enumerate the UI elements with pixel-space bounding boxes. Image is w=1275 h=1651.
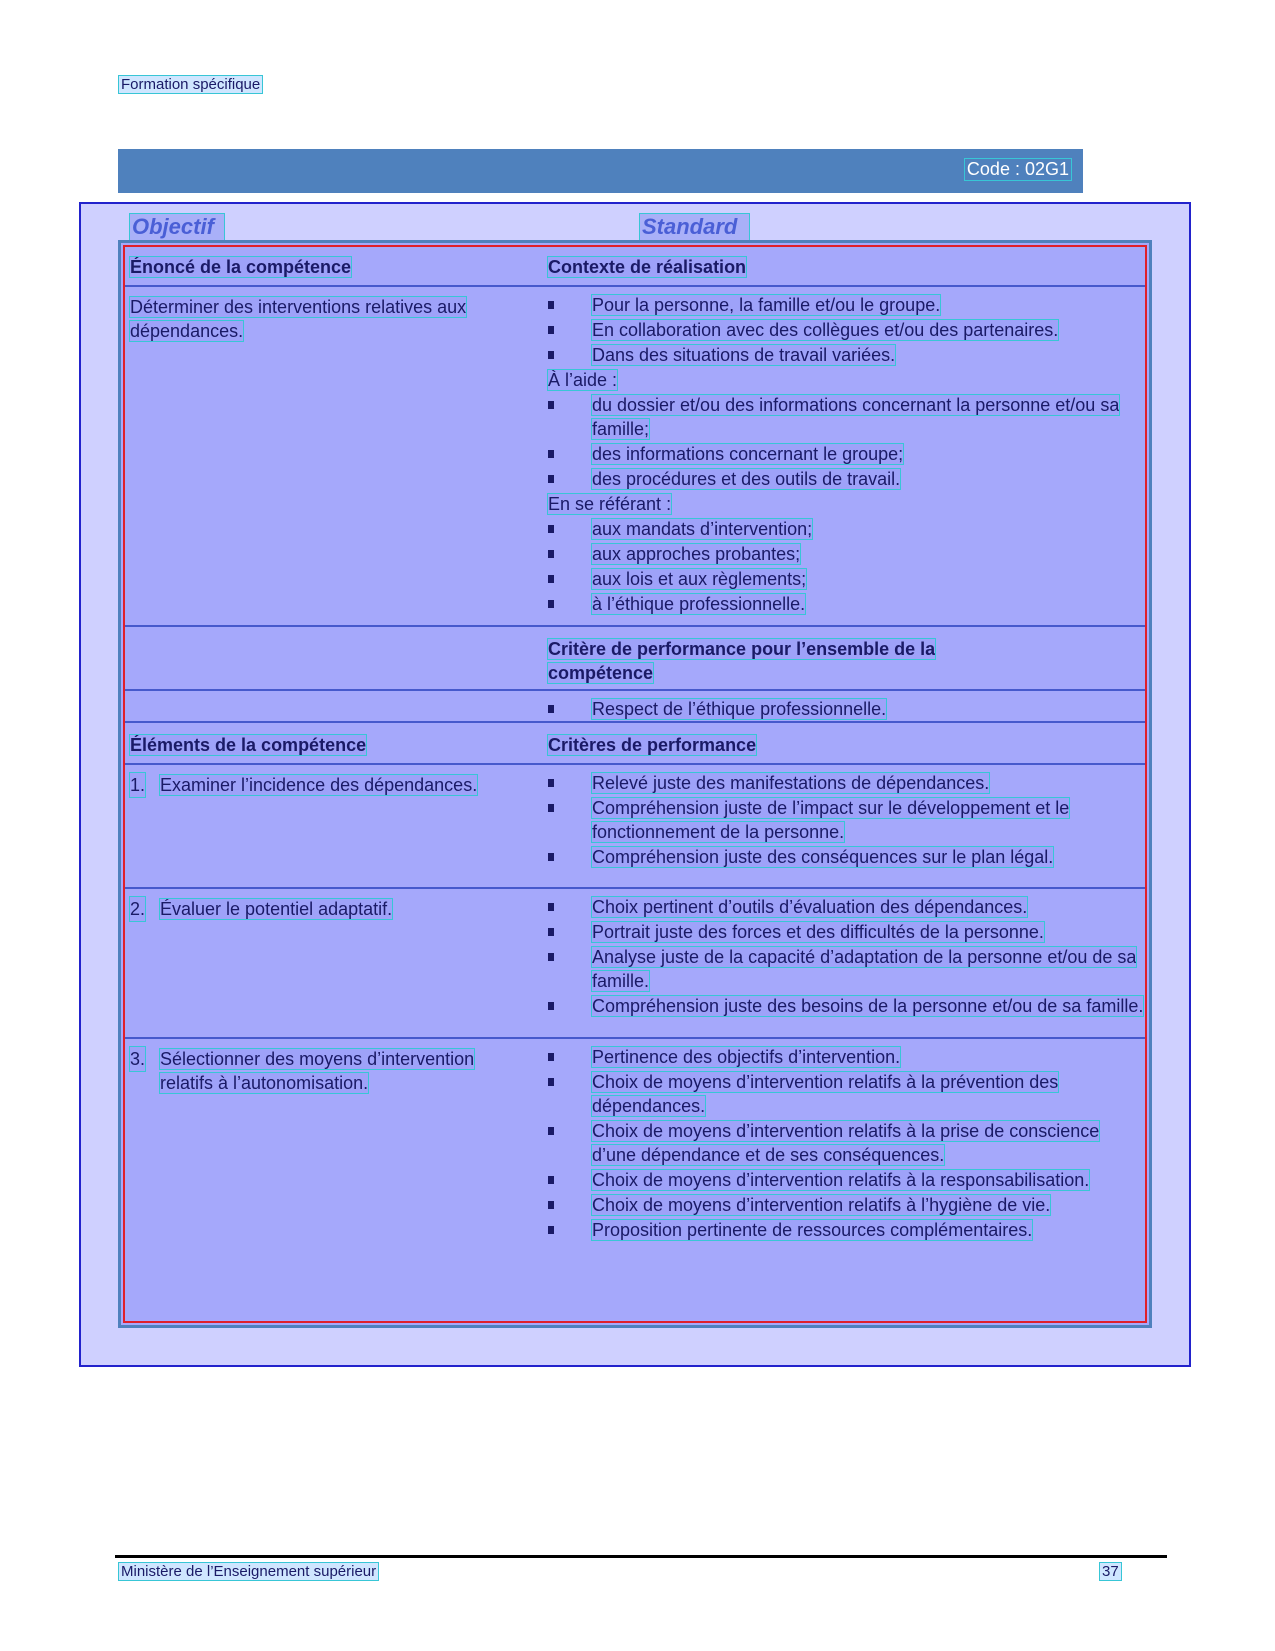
- table-row: [125, 627, 1145, 691]
- list-item-text: Pertinence des objectifs d’intervention.: [592, 1047, 901, 1067]
- list-item-text: Pour la personne, la famille et/ou le groupe.: [592, 295, 941, 315]
- bullet-icon: [548, 450, 554, 458]
- footer-rule: [115, 1555, 1167, 1558]
- element-item: [130, 897, 530, 921]
- objectif-heading: Objectif: [130, 214, 224, 240]
- list-item-text: aux approches probantes;: [592, 544, 801, 564]
- table-inner: [123, 245, 1147, 1323]
- bullet-icon: [548, 1127, 554, 1135]
- list-item: [548, 1070, 1144, 1118]
- list-item-text: Choix de moyens d’intervention relatifs à la prise de conscience d’une dépendance et de ses conséquences.: [592, 1121, 1100, 1165]
- element-item: [130, 1047, 530, 1095]
- list-item: [548, 517, 1144, 541]
- context-list: [548, 293, 1144, 617]
- bullet-icon: [548, 1176, 554, 1184]
- bullet-icon: [548, 779, 554, 787]
- list-item: [548, 1193, 1144, 1217]
- list-item: [548, 592, 1144, 616]
- competence-table: [118, 240, 1152, 1328]
- bullet-icon: [548, 1002, 554, 1010]
- list-item-text: Choix de moyens d’intervention relatifs à la prévention des dépendances.: [592, 1072, 1059, 1116]
- list-item: [548, 895, 1144, 919]
- table-row: [125, 1039, 1145, 1275]
- table-row: [125, 723, 1145, 765]
- contexte-header: Contexte de réalisation: [548, 257, 747, 277]
- bullet-icon: [548, 401, 554, 409]
- list-item-text: Choix de moyens d’intervention relatifs à l’hygiène de vie.: [592, 1195, 1051, 1215]
- list-item: [548, 293, 1144, 317]
- list-item-text: aux lois et aux règlements;: [592, 569, 807, 589]
- bullet-icon: [548, 953, 554, 961]
- bullet-icon: [548, 475, 554, 483]
- table-row: [125, 691, 1145, 723]
- list-item-text: Choix de moyens d’intervention relatifs à la responsabilisation.: [592, 1170, 1090, 1190]
- list-item: [548, 318, 1144, 342]
- element-number: 2.: [130, 899, 146, 919]
- table-row: [125, 287, 1145, 627]
- list-item: [548, 796, 1144, 844]
- list-item-text: des procédures et des outils de travail.: [592, 469, 901, 489]
- global-criteria-list: [548, 697, 1144, 722]
- element-number: 1.: [130, 775, 146, 795]
- table-row: [125, 765, 1145, 889]
- criteres-header: Critères de performance: [548, 735, 757, 755]
- list-item-text: Relevé juste des manifestations de dépendances.: [592, 773, 990, 793]
- list-item: [548, 1045, 1144, 1069]
- bullet-icon: [548, 1078, 554, 1086]
- criteria-list: [548, 1045, 1144, 1243]
- list-item: [548, 697, 1144, 721]
- table-row: [125, 889, 1145, 1039]
- criteria-list: [548, 771, 1144, 870]
- list-item: [548, 442, 1144, 466]
- bullet-icon: [548, 550, 554, 558]
- bullet-icon: [548, 326, 554, 334]
- bullet-icon: [548, 928, 554, 936]
- page-number: 37: [1102, 1563, 1119, 1580]
- element-text: Examiner l’incidence des dépendances.: [160, 775, 478, 795]
- bullet-icon: [548, 600, 554, 608]
- bullet-icon: [548, 853, 554, 861]
- list-item: [548, 467, 1144, 491]
- list-item-text: du dossier et/ou des informations concernant la personne et/ou sa famille;: [592, 395, 1120, 439]
- bullet-icon: [548, 1201, 554, 1209]
- bullet-icon: [548, 575, 554, 583]
- list-item-text: Respect de l’éthique professionnelle.: [592, 699, 887, 719]
- element-text: Sélectionner des moyens d’intervention relatifs à l’autonomisation.: [160, 1049, 475, 1093]
- list-item-text: Portrait juste des forces et des difficultés de la personne.: [592, 922, 1044, 942]
- list-item: [548, 567, 1144, 591]
- list-item: [548, 945, 1144, 993]
- context-label: À l’aide :: [548, 370, 618, 390]
- footer-ministry: Ministère de l’Enseignement supérieur: [121, 1563, 377, 1580]
- list-item-text: Analyse juste de la capacité d’adaptation de la personne et/ou de sa famille.: [592, 947, 1137, 991]
- bullet-icon: [548, 351, 554, 359]
- list-item-text: des informations concernant le groupe;: [592, 444, 904, 464]
- list-item: [548, 343, 1144, 367]
- list-item-text: Choix pertinent d’outils d’évaluation des dépendances.: [592, 897, 1028, 917]
- bullet-icon: [548, 804, 554, 812]
- code-label: Code : 02G1: [966, 159, 1069, 179]
- list-item-text: Dans des situations de travail variées.: [592, 345, 896, 365]
- list-item: [548, 771, 1144, 795]
- global-criterion-header: Critère de performance pour l’ensemble de la compétence: [548, 639, 936, 683]
- bullet-icon: [548, 705, 554, 713]
- bullet-icon: [548, 301, 554, 309]
- list-item-text: Compréhension juste de l’impact sur le développement et le fonctionnement de la personne.: [592, 798, 1070, 842]
- element-text: Évaluer le potentiel adaptatif.: [160, 899, 393, 919]
- list-item-text: à l’éthique professionnelle.: [592, 594, 806, 614]
- list-item-text: Compréhension juste des conséquences sur le plan légal.: [592, 847, 1054, 867]
- list-item: [548, 1218, 1144, 1242]
- table-row: [125, 247, 1145, 287]
- bullet-icon: [548, 1053, 554, 1061]
- list-item: [548, 393, 1144, 441]
- list-item: [548, 994, 1144, 1018]
- enonce-header: Énoncé de la compétence: [130, 257, 352, 277]
- list-item: [548, 920, 1144, 944]
- bullet-icon: [548, 903, 554, 911]
- list-item-text: Compréhension juste des besoins de la personne et/ou de sa famille.: [592, 996, 1144, 1016]
- list-item-text: En collaboration avec des collègues et/ou des partenaires.: [592, 320, 1059, 340]
- bullet-icon: [548, 1226, 554, 1234]
- list-item: [548, 1119, 1144, 1167]
- element-number: 3.: [130, 1049, 146, 1069]
- list-item: [548, 845, 1144, 869]
- standard-heading: Standard: [640, 214, 749, 240]
- list-item-text: aux mandats d’intervention;: [592, 519, 813, 539]
- list-item: [548, 542, 1144, 566]
- enonce-text: Déterminer des interventions relatives aux dépendances.: [130, 297, 467, 341]
- element-item: [130, 773, 530, 797]
- bullet-icon: [548, 525, 554, 533]
- criteria-list: [548, 895, 1144, 1019]
- running-head: Formation spécifique: [121, 76, 261, 93]
- list-item: [548, 1168, 1144, 1192]
- elements-header: Éléments de la compétence: [130, 735, 367, 755]
- code-bar: [118, 149, 1083, 193]
- list-item-text: Proposition pertinente de ressources complémentaires.: [592, 1220, 1033, 1240]
- context-label: En se référant :: [548, 494, 672, 514]
